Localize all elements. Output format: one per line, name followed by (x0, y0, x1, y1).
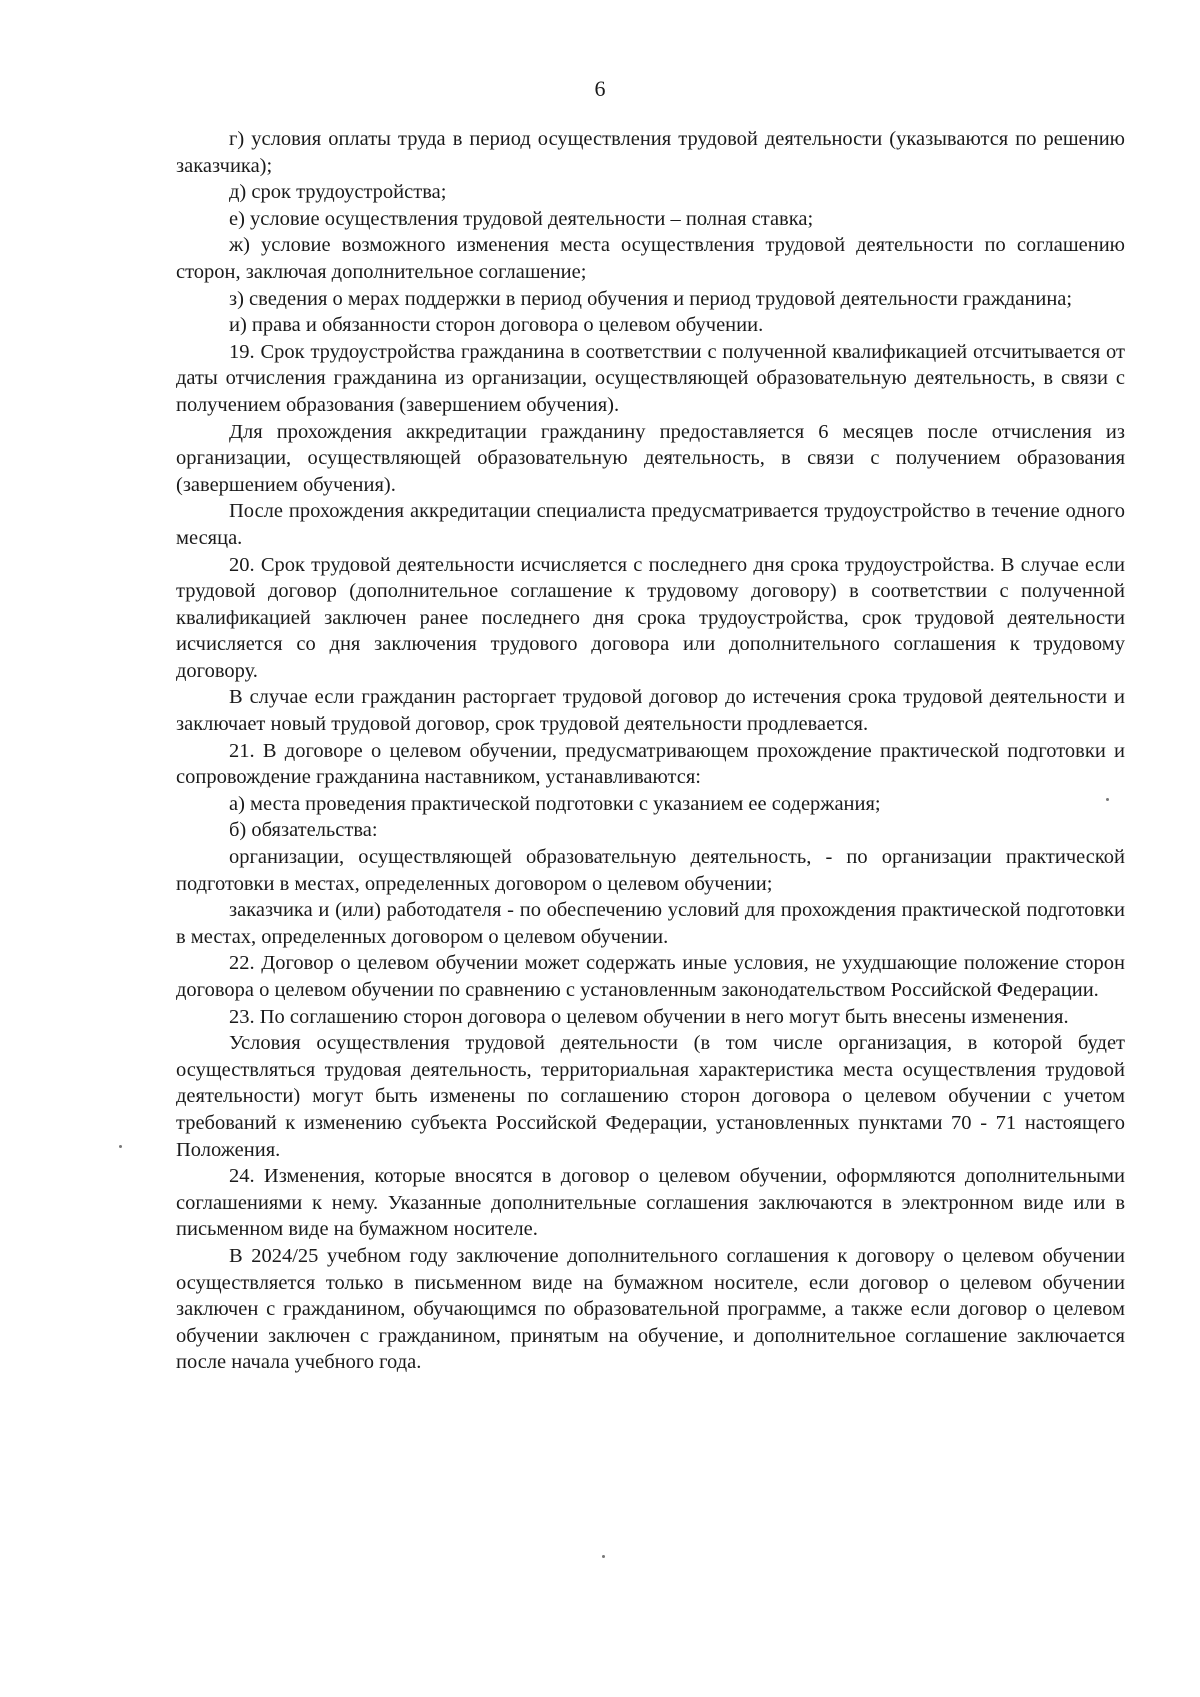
paragraph-academic-year-2024-25: В 2024/25 учебном году заключение дополнительного соглашения к договору о целевом обучении осуществляется только в письменном виде на бумажном носителе, если договор о целевом обучении заключен с гражданином, обучающимся по образовательной программе, а также если договор о целевом обучении заключен с гражданином, принятым на обучение, и дополнительное соглашение заключается после начала учебного года. (176, 1244, 1125, 1374)
paragraph-customer-obligation: заказчика и (или) работодателя - по обеспечению условий для прохождения практической подготовки в местах, определенных договором о целевом обучении. (176, 899, 1125, 948)
paragraph-item-d: д) срок трудоустройства; (229, 181, 447, 204)
page-number: 6 (594, 76, 606, 101)
paragraph-clause-23: 23. По соглашению сторон договора о целевом обучении в него могут быть внесены изменения. (229, 1005, 1069, 1028)
paragraph-accreditation-period: Для прохождения аккредитации гражданину предоставляется 6 месяцев после отчисления из организации, осуществляющей образовательную деятельность, в связи с получением образования (завершением обучения). (176, 420, 1125, 496)
paragraph-item-zh: ж) условие возможного изменения места осуществления трудовой деятельности по соглашению сторон, заключая дополнительное соглашение; (176, 234, 1125, 283)
paragraph-item-g: г) условия оплаты труда в период осуществления трудовой деятельности (указываются по решению заказчика); (176, 128, 1125, 177)
paragraph-organization-obligation: организации, осуществляющей образовательную деятельность, - по организации практической подготовки в местах, определенных договором о целевом обучении; (176, 846, 1125, 895)
paragraph-contract-termination: В случае если гражданин расторгает трудовой договор до истечения срока трудовой деятельности и заключает новый трудовой договор, срок трудовой деятельности продлевается. (176, 686, 1125, 736)
scan-speck (602, 1555, 605, 1558)
paragraph-clause-21: 21. В договоре о целевом обучении, предусматривающем прохождение практической подготовки и сопровождение гражданина наставником, устанавливаются: (176, 739, 1125, 789)
scan-speck (119, 1145, 122, 1148)
paragraph-item-b: б) обязательства: (229, 819, 378, 842)
paragraph-clause-22: 22. Договор о целевом обучении может содержать иные условия, не ухудшающие положение сторон договора о целевом обучении по сравнению с установленным законодательством Российской Федерации. (176, 952, 1125, 1001)
document-body (176, 126, 1125, 1376)
paragraph-clause-20: 20. Срок трудовой деятельности исчисляется с последнего дня срока трудоустройства. В случае если трудовой договор (дополнительное соглашение к трудовому договору) в соответствии с полученной квалификацией заключен ранее последнего дня срока трудоустройства, срок трудовой деятельности исчисляется со дня заключения трудового договора или дополнительного соглашения к трудовому договору. (176, 553, 1125, 682)
paragraph-item-e: е) условие осуществления трудовой деятельности – полная ставка; (229, 207, 814, 230)
paragraph-item-i: и) права и обязанности сторон договора о целевом обучении. (229, 314, 764, 337)
paragraph-clause-19: 19. Срок трудоустройства гражданина в соответствии с полученной квалификацией отсчитывается от даты отчисления гражданина из организации, осуществляющей образовательную деятельность, в связи с получением образования (завершением обучения). (176, 340, 1125, 416)
paragraph-after-accreditation: После прохождения аккредитации специалиста предусматривается трудоустройство в течение одного месяца. (176, 500, 1125, 549)
paragraph-clause-24: 24. Изменения, которые вносятся в договор о целевом обучении, оформляются дополнительными соглашениями к нему. Указанные дополнительные соглашения заключаются в электронном виде или в письменном виде на бумажном носителе. (176, 1165, 1125, 1241)
scan-speck (1106, 798, 1109, 801)
paragraph-work-conditions-change: Условия осуществления трудовой деятельности (в том числе организация, в которой будет осуществляться трудовая деятельность, территориальная характеристика места осуществления трудовой деятельности) могут быть изменены по соглашению сторон договора о целевом обучении с учетом требований к изменению субъекта Российской Федерации, установленных пунктами 70 - 71 настоящего Положения. (176, 1032, 1125, 1161)
paragraph-item-z: з) сведения о мерах поддержки в период обучения и период трудовой деятельности гражданина; (229, 287, 1073, 310)
paragraph-item-a: а) места проведения практической подготовки с указанием ее содержания; (229, 792, 881, 815)
